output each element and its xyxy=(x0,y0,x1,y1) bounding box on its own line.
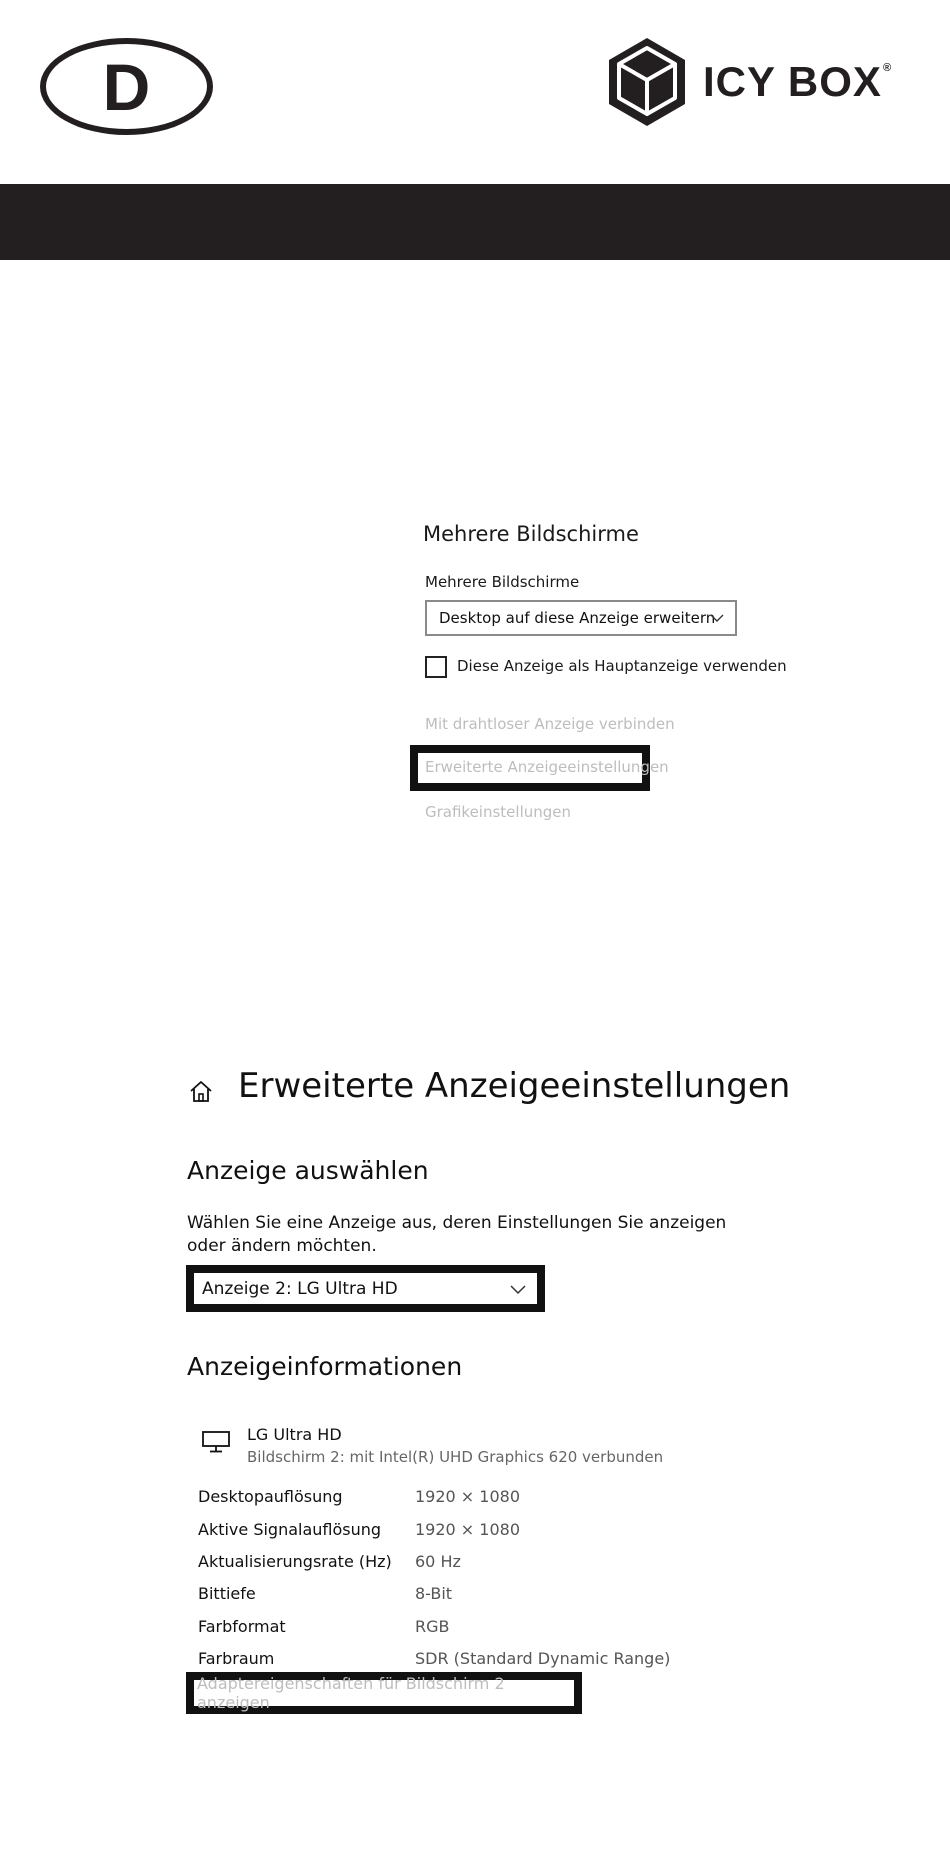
select-display-description: Wählen Sie eine Anzeige aus, deren Einstellungen Sie anzeigen oder ändern möchten. xyxy=(187,1213,727,1256)
info-row xyxy=(198,1487,758,1511)
info-value: 8-Bit xyxy=(415,1584,453,1603)
brand-name-text: ICY BOX xyxy=(703,58,882,105)
info-row xyxy=(198,1649,758,1673)
info-value: 1920 × 1080 xyxy=(415,1487,521,1506)
info-label: Desktopauflösung xyxy=(198,1487,343,1506)
display-select[interactable] xyxy=(186,1265,545,1312)
chevron-down-icon xyxy=(709,611,725,625)
info-label: Farbformat xyxy=(198,1617,286,1636)
info-row xyxy=(198,1520,758,1544)
info-label: Aktualisierungsrate (Hz) xyxy=(198,1552,392,1571)
info-row xyxy=(198,1617,758,1641)
home-icon[interactable] xyxy=(188,1078,214,1104)
info-value: RGB xyxy=(415,1617,450,1636)
main-display-checkbox-label: Diese Anzeige als Hauptanzeige verwenden xyxy=(457,657,787,675)
multiple-displays-title: Mehrere Bildschirme xyxy=(423,522,639,546)
cube-logo-icon xyxy=(607,36,687,128)
info-value: SDR (Standard Dynamic Range) xyxy=(415,1649,671,1668)
main-display-checkbox[interactable] xyxy=(425,656,447,678)
info-label: Aktive Signalauflösung xyxy=(198,1520,382,1539)
brand-name xyxy=(703,58,892,106)
language-badge-letter: D xyxy=(102,49,151,124)
registered-mark: ® xyxy=(882,62,893,74)
monitor-name: LG Ultra HD xyxy=(247,1425,342,1444)
advanced-display-settings-link[interactable]: Erweiterte Anzeigeeinstellungen xyxy=(425,758,669,776)
info-value: 1920 × 1080 xyxy=(415,1520,521,1539)
info-label: Farbraum xyxy=(198,1649,275,1668)
multiple-displays-select-label: Mehrere Bildschirme xyxy=(425,573,580,591)
info-row xyxy=(198,1584,758,1608)
info-label: Bittiefe xyxy=(198,1584,256,1603)
page-title: Erweiterte Anzeigeeinstellungen xyxy=(238,1066,791,1106)
info-row xyxy=(198,1552,758,1576)
chevron-down-icon xyxy=(509,1281,527,1297)
monitor-subtitle: Bildschirm 2: mit Intel(R) UHD Graphics 620 verbunden xyxy=(247,1448,664,1466)
header-band xyxy=(0,184,950,260)
multiple-displays-select[interactable] xyxy=(425,600,737,636)
info-value: 60 Hz xyxy=(415,1552,461,1571)
monitor-icon xyxy=(201,1430,231,1454)
adapter-properties-link[interactable] xyxy=(186,1672,582,1714)
adapter-properties-link-text: Adaptereigenschaften für Bildschirm 2 anzeigen xyxy=(197,1674,505,1712)
wireless-display-link[interactable]: Mit drahtloser Anzeige verbinden xyxy=(425,715,675,733)
display-info-heading: Anzeigeinformationen xyxy=(187,1352,463,1381)
language-badge xyxy=(40,38,213,135)
display-select-value: Anzeige 2: LG Ultra HD xyxy=(202,1278,398,1299)
multiple-displays-select-value: Desktop auf diese Anzeige erweitern xyxy=(439,609,716,627)
brand-logo xyxy=(607,36,892,128)
graphics-settings-link[interactable]: Grafikeinstellungen xyxy=(425,803,572,821)
select-display-heading: Anzeige auswählen xyxy=(187,1156,429,1185)
